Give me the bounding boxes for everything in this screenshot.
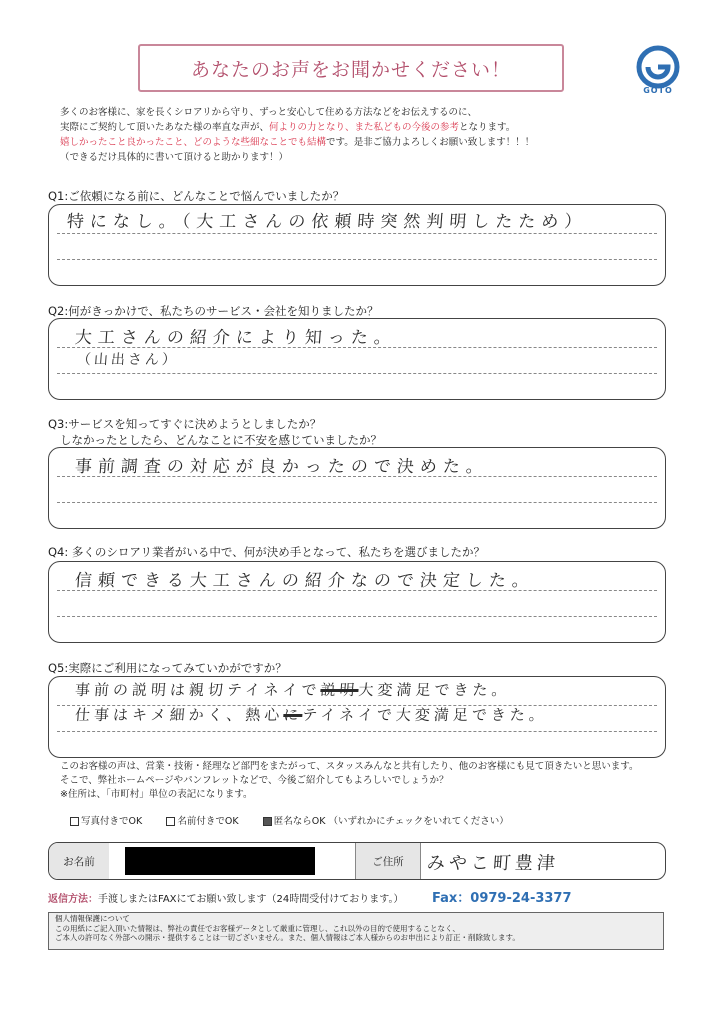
answer-2-line-1: 大工さんの紹介により知った。 (74, 328, 398, 348)
page-title (138, 44, 564, 92)
intro-line-1: 多くのお客様に、家を長くシロアリから守り、ずっと安心して住める方法などをお伝えするのに、 (60, 107, 478, 118)
answer-5-line-1-tail: 大変満足できた。 (357, 681, 512, 699)
consent-note: （いずれかにチェックをいれてください） (328, 816, 509, 827)
answer-4-line-1: 信頼できる大工さんの紹介なので決定した。 (74, 571, 536, 591)
question-1-label: Q1:ご依頼になる前に、どんなことで悩んでいましたか？ (48, 189, 345, 203)
title-text: あなたのお声をお聞かせください！ (190, 58, 511, 81)
option-photo-label: 写真付きでOK (81, 816, 143, 827)
intro-line-3 (60, 135, 700, 150)
logo-text: GOTO (643, 86, 673, 95)
answer-5-line-1-strike: 説明 (319, 681, 360, 699)
question-3-label-2: しなかったとしたら、どんなことに不安を感じていましたか？ (60, 433, 382, 447)
privacy-title: 個人情報保護について (55, 914, 130, 923)
consent-line-1: このお客様の声は、営業・技術・経理など部門をまたがって、スタッスみんなと共有したり、他のお客様にも見て頂きたいと思います。 (60, 761, 639, 772)
name-checkbox[interactable] (166, 817, 175, 826)
answer-5-line-1 (74, 679, 511, 700)
answer-5-box (48, 676, 666, 758)
answer-3-box (48, 447, 666, 529)
address-value: みやこ町豊津 (426, 853, 560, 874)
question-3-label: Q3:サービスを知ってすぐに決めようとしましたか？ (48, 417, 322, 431)
option-anonymous-label: 匿名ならOK (273, 816, 326, 827)
return-text: 手渡しまたはFAXにてお願い致します（24時間受付けております。） (98, 894, 404, 905)
fax-number: Fax：0979-24-3377 (432, 891, 572, 906)
intro-line-4: （できるだけ具体的に書いて頂けると助かります！） (60, 152, 289, 163)
answer-1-line-1: 特になし。（大工さんの依頼時突然判明したため） (66, 212, 589, 232)
option-name[interactable] (166, 816, 238, 827)
intro-line-3-b: です。是非ご協力よろしくお願い致します！！！ (326, 137, 535, 148)
answer-5-line-2-strike: に (282, 706, 304, 724)
return-method (48, 890, 403, 905)
option-name-label: 名前付きでOK (177, 816, 239, 827)
answer-5-line-2-tail: テイネイで大変満足できた。 (301, 706, 549, 724)
intro-line-2 (60, 120, 700, 135)
return-label: 返信方法： (48, 894, 98, 905)
anonymous-checkbox[interactable] (263, 817, 272, 826)
answer-5-line-2 (74, 704, 548, 725)
consent-line-2: そこで、弊社ホームページやパンフレットなどで、今後ご紹介してもよろしいでしょうか？ (60, 775, 449, 786)
privacy-line-2: ご本人の許可なく外部への開示・提供することは一切ございません。また、個人情報はご本人様からのお申出により訂正・削除致します。 (55, 933, 520, 942)
question-4-label: Q4: 多くのシロアリ業者がいる中で、何が決め手となって、私たちを選びましたか？ (48, 545, 485, 559)
intro-line-2-a: 実際にご契約して頂いたあなた様の率直な声が、 (60, 122, 270, 133)
question-5-label: Q5:実際にご利用になってみていかがですか？ (48, 661, 287, 675)
intro-line-2-highlight: 何よりの力となり、また私どもの今後の参考 (269, 122, 460, 133)
photo-checkbox[interactable] (70, 817, 79, 826)
question-2-label: Q2:何がきっかけで、私たちのサービス・会社を知りましたか？ (48, 304, 379, 318)
option-anonymous[interactable] (263, 816, 326, 827)
intro-line-3-highlight: 嬉しかったこと良かったこと、どのような些細なことでも結構 (60, 137, 327, 148)
answer-2-line-2: （山出さん） (76, 352, 180, 368)
name-label: お名前 (49, 843, 109, 879)
answer-2-box (48, 318, 666, 400)
answer-3-line-1: 事前調査の対応が良かったので決めた。 (74, 457, 490, 477)
name-address-row (48, 842, 666, 880)
answer-1-box (48, 204, 666, 286)
option-photo[interactable] (70, 816, 142, 827)
privacy-line-1: この用紙にご記入頂いた情報は、弊社の責任でお客様データとして厳重に管理し、これ以外の目的で使用することなく、 (55, 923, 460, 933)
name-redacted (125, 847, 315, 875)
address-label: ご住所 (355, 843, 421, 879)
answer-5-line-1-a: 事前の説明は親切テイネイで (74, 681, 322, 699)
answer-5-line-2-a: 仕事はキメ細かく、熱心 (74, 706, 285, 724)
answer-4-box (48, 561, 666, 643)
consent-line-3: ※住所は、「市町村」単位の表記になります。 (60, 789, 253, 800)
intro-line-2-c: となります。 (459, 122, 516, 133)
consent-options (70, 813, 509, 827)
privacy-notice (48, 912, 664, 950)
